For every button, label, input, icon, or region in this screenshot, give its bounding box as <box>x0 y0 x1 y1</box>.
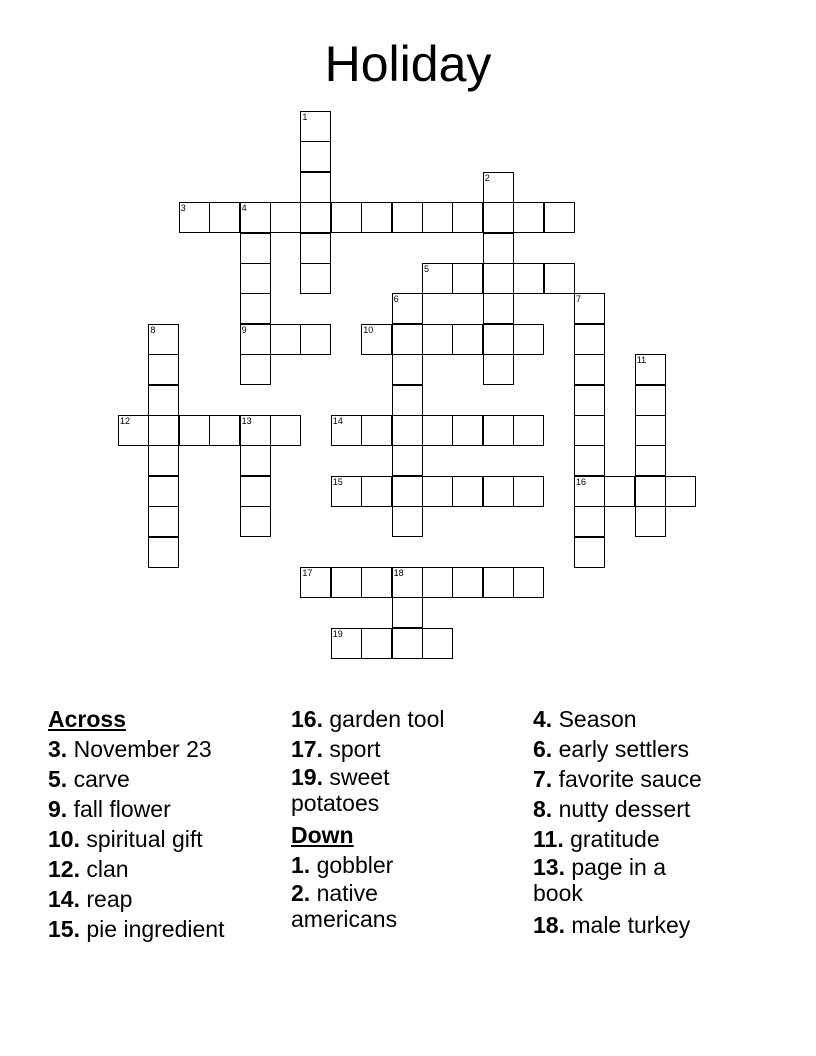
grid-cell[interactable] <box>240 233 271 264</box>
grid-cell[interactable] <box>452 415 483 446</box>
grid-cell[interactable] <box>148 445 179 476</box>
grid-cell[interactable] <box>240 263 271 294</box>
grid-cell[interactable] <box>483 415 514 446</box>
grid-cell[interactable] <box>331 567 362 598</box>
grid-cell[interactable] <box>392 506 423 537</box>
grid-cell[interactable] <box>635 506 666 537</box>
clue-down-18[interactable]: 18. male turkey <box>533 912 691 938</box>
grid-number: 13 <box>241 416 252 426</box>
grid-cell[interactable] <box>422 476 453 507</box>
grid-number: 10 <box>363 324 374 335</box>
grid-number: 6 <box>393 294 399 305</box>
grid-cell[interactable] <box>392 354 423 385</box>
grid-cell[interactable] <box>148 476 179 507</box>
grid-cell[interactable] <box>240 476 271 507</box>
grid-cell[interactable] <box>574 445 605 476</box>
grid-cell[interactable] <box>300 263 331 294</box>
grid-number: 4 <box>241 203 247 214</box>
grid-cell[interactable] <box>483 354 514 385</box>
grid-cell[interactable] <box>513 263 544 294</box>
grid-cell[interactable] <box>635 415 666 446</box>
grid-cell[interactable] <box>148 506 179 537</box>
grid-cell[interactable] <box>148 385 179 416</box>
grid-cell[interactable] <box>574 385 605 416</box>
grid-cell[interactable] <box>483 233 514 264</box>
grid-number: 2 <box>484 172 490 183</box>
clue-across-17[interactable]: 17. sport <box>291 736 381 762</box>
grid-cell[interactable] <box>148 354 179 385</box>
grid-cell[interactable] <box>240 445 271 476</box>
grid-cell[interactable] <box>422 415 453 446</box>
across-heading: Across <box>48 706 126 732</box>
grid-cell[interactable] <box>209 415 240 446</box>
grid-number: 3 <box>180 203 186 214</box>
grid-cell[interactable] <box>392 628 423 659</box>
grid-cell[interactable] <box>483 567 514 598</box>
grid-cell[interactable] <box>635 385 666 416</box>
grid-cell[interactable] <box>635 476 666 507</box>
grid-cell[interactable] <box>422 628 453 659</box>
grid-cell[interactable] <box>574 415 605 446</box>
grid-cell[interactable] <box>392 445 423 476</box>
grid-number: 16 <box>576 476 587 487</box>
clue-across-16[interactable]: 16. garden tool <box>291 706 445 732</box>
grid-cell[interactable] <box>422 324 453 355</box>
grid-cell[interactable] <box>574 506 605 537</box>
grid-cell[interactable] <box>361 628 392 659</box>
clue-across-5[interactable]: 5. carve <box>48 766 130 792</box>
grid-cell[interactable] <box>361 476 392 507</box>
grid-cell[interactable] <box>392 476 423 507</box>
grid-cell[interactable] <box>422 202 453 233</box>
grid-cell[interactable] <box>300 172 331 203</box>
grid-cell[interactable] <box>574 324 605 355</box>
clue-across-9[interactable]: 9. fall flower <box>48 796 171 822</box>
clue-across-19[interactable]: 19. sweet potatoes <box>291 764 390 816</box>
grid-number: 1 <box>302 112 308 122</box>
grid-cell[interactable] <box>513 202 544 233</box>
grid-number: 14 <box>332 416 343 426</box>
grid-cell[interactable] <box>483 263 514 294</box>
grid-cell[interactable] <box>270 202 301 233</box>
clue-column-2 <box>291 704 531 936</box>
grid-cell[interactable] <box>422 567 453 598</box>
grid-cell[interactable] <box>361 202 392 233</box>
grid-cell[interactable] <box>452 567 483 598</box>
grid-cell[interactable] <box>209 202 240 233</box>
clue-column-3 <box>533 704 773 940</box>
page-title: Holiday <box>324 36 492 92</box>
grid-cell[interactable] <box>604 476 635 507</box>
clue-column-1 <box>48 704 288 944</box>
clue-down-11[interactable]: 11. gratitude <box>533 826 660 852</box>
grid-cell[interactable] <box>483 324 514 355</box>
grid-number: 9 <box>241 324 247 335</box>
grid-cell[interactable] <box>270 324 301 355</box>
grid-cell[interactable] <box>513 567 544 598</box>
grid-number: 8 <box>150 324 156 335</box>
clue-down-1[interactable]: 1. gobbler <box>291 852 394 878</box>
grid-cell[interactable] <box>392 385 423 416</box>
grid-cell[interactable] <box>361 567 392 598</box>
grid-cell[interactable] <box>452 324 483 355</box>
grid-cell[interactable] <box>300 202 331 233</box>
grid-cell[interactable] <box>544 263 575 294</box>
grid-cell[interactable] <box>452 476 483 507</box>
grid-cell[interactable] <box>361 415 392 446</box>
grid-cell[interactable] <box>513 324 544 355</box>
grid-number: 15 <box>332 476 343 487</box>
clue-down-4[interactable]: 4. Season <box>533 706 637 732</box>
clue-down-6[interactable]: 6. early settlers <box>533 736 689 762</box>
grid-cell[interactable] <box>331 202 362 233</box>
clue-across-3[interactable]: 3. November 23 <box>48 736 212 762</box>
grid-number: 18 <box>393 568 404 578</box>
grid-cell[interactable] <box>574 354 605 385</box>
grid-number: 19 <box>332 628 343 639</box>
grid-cell[interactable] <box>513 476 544 507</box>
clue-down-2[interactable]: 2. native americans <box>291 880 398 932</box>
grid-cell[interactable] <box>635 445 666 476</box>
grid-cell[interactable] <box>240 293 271 324</box>
clue-down-13[interactable]: 13. page in a book <box>533 854 667 906</box>
grid-number: 12 <box>120 416 131 426</box>
grid-cell[interactable] <box>392 415 423 446</box>
grid-cell[interactable] <box>240 506 271 537</box>
grid-cell[interactable] <box>240 354 271 385</box>
grid-cell[interactable] <box>574 537 605 568</box>
grid-cell[interactable] <box>483 476 514 507</box>
grid-cell[interactable] <box>392 202 423 233</box>
clue-across-14[interactable]: 14. reap <box>48 886 133 912</box>
clue-across-15[interactable]: 15. pie ingredient <box>48 916 225 942</box>
grid-cell[interactable] <box>148 415 179 446</box>
grid-cell[interactable] <box>300 233 331 264</box>
grid-cell[interactable] <box>392 324 423 355</box>
grid-cell[interactable] <box>544 202 575 233</box>
grid-number: 7 <box>576 294 582 305</box>
clue-across-12[interactable]: 12. clan <box>48 856 129 882</box>
grid-cell[interactable] <box>665 476 696 507</box>
grid-cell[interactable] <box>452 263 483 294</box>
clue-down-8[interactable]: 8. nutty dessert <box>533 796 691 822</box>
grid-cell[interactable] <box>300 324 331 355</box>
grid-number: 11 <box>636 355 647 366</box>
grid-cell[interactable] <box>300 141 331 172</box>
grid-cell[interactable] <box>452 202 483 233</box>
grid-cell[interactable] <box>148 537 179 568</box>
down-heading: Down <box>291 822 354 848</box>
clue-across-10[interactable]: 10. spiritual gift <box>48 826 203 852</box>
grid-cell[interactable] <box>270 415 301 446</box>
grid-cell[interactable] <box>179 415 210 446</box>
grid-cell[interactable] <box>513 415 544 446</box>
grid-number: 5 <box>424 264 430 274</box>
clue-down-7[interactable]: 7. favorite sauce <box>533 766 702 792</box>
grid-cell[interactable] <box>483 293 514 324</box>
grid-number: 17 <box>302 568 313 578</box>
grid-cell[interactable] <box>392 597 423 628</box>
grid-cell[interactable] <box>483 202 514 233</box>
